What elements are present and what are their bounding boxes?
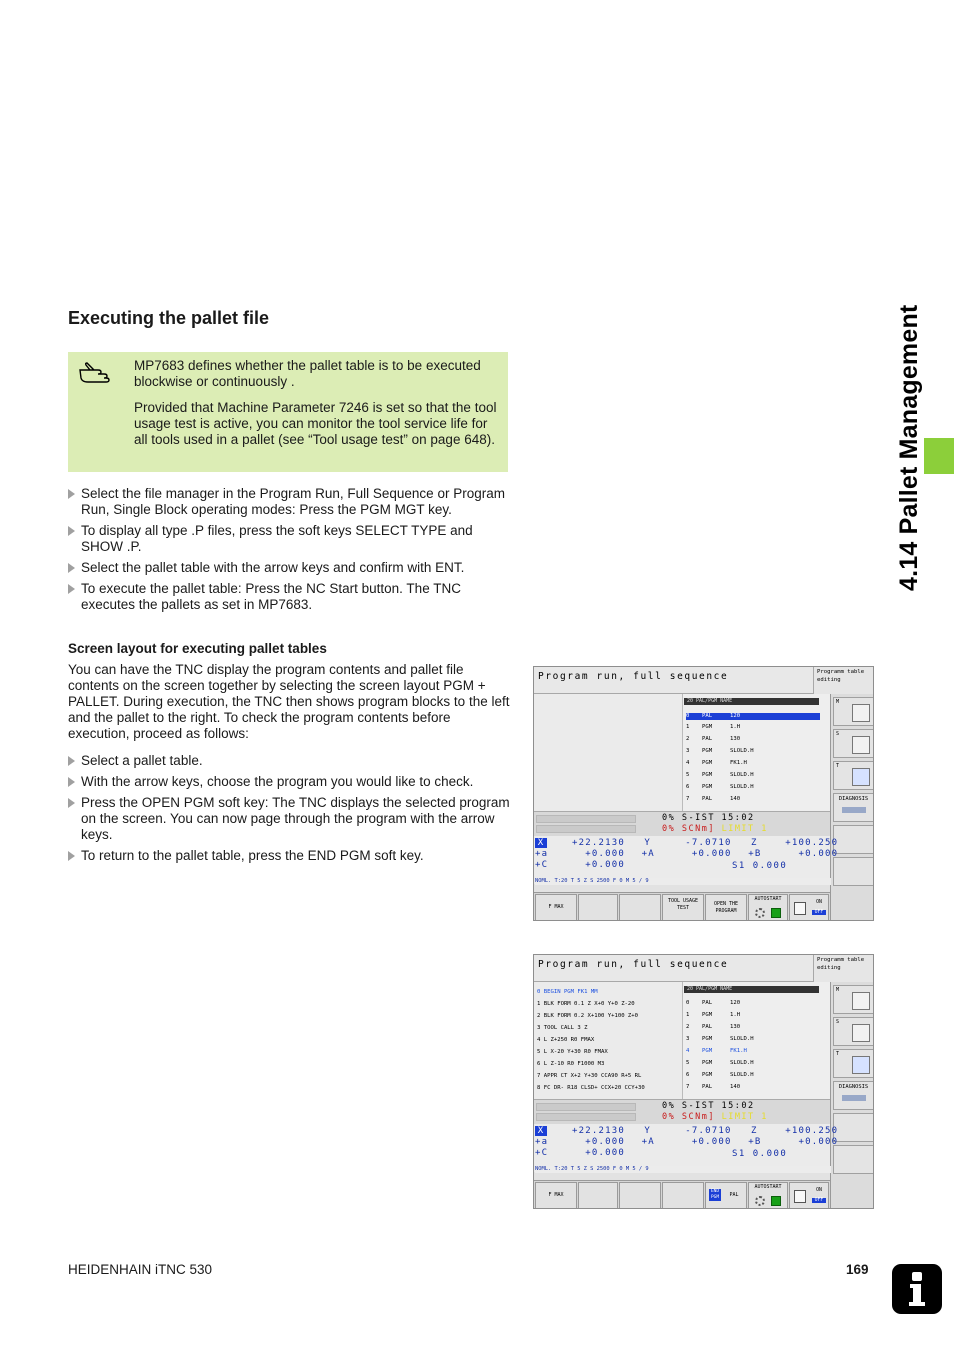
list-item: Select the file manager in the Program Run, Full Sequence or Program Run, Single Block operating modes: Press the PGM MGT key. (68, 486, 510, 518)
softkey-empty[interactable] (578, 894, 618, 921)
table-row[interactable]: 6 PGM SLOLD.H (686, 1072, 754, 1078)
horizontal-softkeys (534, 892, 830, 921)
softkey-t[interactable]: T (833, 1049, 874, 1078)
tool-icon (852, 1056, 870, 1074)
machine-icon (852, 992, 870, 1010)
bullet-arrow-icon (68, 489, 75, 499)
softkey-end-pgm[interactable]: END PGM PAL (705, 1182, 747, 1209)
position-row: +C +0.000 (535, 1148, 625, 1158)
tool-icon (852, 768, 870, 786)
list-item: To display all type .P files, press the soft keys SELECT TYPE and SHOW .P. (68, 523, 510, 555)
softkey-empty[interactable] (833, 857, 874, 886)
table-row[interactable]: 7 PAL 140 (686, 796, 741, 802)
gear-icon (755, 1196, 765, 1206)
gear-icon (755, 908, 765, 918)
table-row[interactable]: 1 PGM 1.H (686, 1012, 741, 1018)
start-icon (771, 1196, 781, 1206)
program-line[interactable]: 5 L X-20 Y+30 R0 FMAX (537, 1049, 608, 1055)
position-row: X +22.2130 Y -7.0710 Z +100.250 (535, 1126, 838, 1136)
status-area (534, 1099, 830, 1124)
screen-title: Program run, full sequence (534, 955, 813, 982)
softkey-m[interactable]: M (833, 985, 874, 1014)
program-line[interactable]: 4 L Z+250 R0 FMAX (537, 1037, 595, 1043)
spindle-readout: S1 0.000 (732, 861, 788, 871)
vertical-softkeys (830, 694, 874, 921)
softkey-tool-usage-test[interactable]: TOOL USAGE TEST (662, 894, 704, 921)
softkey-empty[interactable] (833, 1113, 874, 1142)
steps-list-2 (68, 753, 510, 869)
steps-list-1 (68, 486, 510, 618)
diagnosis-icon (842, 1095, 866, 1101)
softkey-toggle[interactable]: ON OFF (789, 1182, 829, 1209)
pallet-header: 20 PAL/PGM NAME (684, 698, 819, 705)
pointing-hand-icon (78, 362, 114, 386)
position-row: +a +0.000 +A +0.000 +B +0.000 (535, 1137, 839, 1147)
screen-title: Program run, full sequence (534, 667, 813, 694)
bullet-arrow-icon (68, 851, 75, 861)
softkey-fmax[interactable]: F MAX (535, 1182, 577, 1209)
softkey-empty[interactable] (833, 825, 874, 854)
horizontal-softkeys (534, 1180, 830, 1209)
table-row[interactable]: 7 PAL 140 (686, 1084, 741, 1090)
table-row[interactable]: 5 PGM SLOLD.H (686, 1060, 754, 1066)
program-line[interactable]: 2 BLK FORM 0.2 X+100 Y+100 Z+0 (537, 1013, 639, 1019)
softkey-autostart[interactable]: AUTOSTART (748, 894, 788, 921)
softkey-toggle[interactable]: ON OFF (789, 894, 829, 921)
vertical-softkeys (830, 982, 874, 1209)
table-row[interactable]: 2 PAL 130 (686, 736, 741, 742)
status-line-1: 0% S-IST 15:02 (662, 1101, 755, 1111)
table-row[interactable]: 3 PGM SLOLD.H (686, 1036, 754, 1042)
table-row[interactable]: 4 PGM FK1.H (686, 1048, 747, 1054)
feed-icon (794, 1190, 806, 1203)
status-bar (536, 825, 636, 833)
paragraph: You can have the TNC display the program contents and pallet file contents on the screen together by selecting the screen layout PGM + PALLET. During execution, the TNC then shows program blocks to the left and the pallet to the right. To check the program contents before execution, proceed as follows: (68, 662, 510, 741)
program-window (534, 982, 682, 1099)
chapter-title: 4.14 Pallet Management (895, 305, 923, 592)
pallet-header: 20 PAL/PGM NAME (684, 986, 819, 993)
softkey-t[interactable]: T (833, 761, 874, 790)
status-line-1: 0% S-IST 15:02 (662, 813, 755, 823)
footer-product: HEIDENHAIN iTNC 530 (68, 1262, 213, 1277)
position-row: +a +0.000 +A +0.000 +B +0.000 (535, 849, 839, 859)
pallet-table (682, 694, 830, 811)
start-icon (771, 908, 781, 918)
status-area (534, 811, 830, 836)
table-row[interactable]: 0 PAL 120 (686, 713, 820, 720)
bullet-arrow-icon (68, 798, 75, 808)
screen-mode: Programm table editing (813, 667, 874, 694)
feed-icon (794, 902, 806, 915)
info-line: NOML. T:20 T 5 Z S 2500 F 0 M 5 / 9 (535, 878, 831, 885)
bullet-arrow-icon (68, 584, 75, 594)
list-item: Press the OPEN PGM soft key: The TNC displays the selected program on the screen. You can now page through the program with the arrow keys. (68, 795, 510, 843)
program-line[interactable]: 7 APPR CT X+2 Y+30 CCA90 R+5 RL (537, 1073, 642, 1079)
pallet-table (682, 982, 830, 1099)
softkey-empty[interactable] (619, 1182, 661, 1209)
status-line-2: 0% SCNm] LIMIT 1 (662, 1112, 768, 1122)
note-text-1: MP7683 defines whether the pallet table is to be executed blockwise or continuously . (134, 358, 481, 389)
softkey-empty[interactable] (619, 894, 661, 921)
status-line-2: 0% SCNm] LIMIT 1 (662, 824, 768, 834)
bullet-arrow-icon (68, 777, 75, 787)
softkey-fmax[interactable]: F MAX (535, 894, 577, 921)
table-row[interactable]: 6 PGM SLOLD.H (686, 784, 754, 790)
subheading: Screen layout for executing pallet tables (68, 641, 327, 656)
softkey-empty[interactable] (833, 1145, 874, 1174)
table-row[interactable]: 5 PGM SLOLD.H (686, 772, 754, 778)
tnc-screen-pallet (533, 666, 874, 921)
bullet-arrow-icon (68, 526, 75, 536)
bullet-arrow-icon (68, 756, 75, 766)
program-window (534, 694, 682, 811)
table-row[interactable]: 4 PGM FK1.H (686, 760, 747, 766)
position-display (534, 1124, 839, 1172)
end-pgm-icon: END PGM (709, 1189, 721, 1201)
list-item: To execute the pallet table: Press the NC Start button. The TNC executes the pallets as set in MP7683. (68, 581, 510, 613)
tnc-screen-program (533, 954, 874, 1209)
softkey-m[interactable]: M (833, 697, 874, 726)
softkey-diagnosis[interactable]: DIAGNOSIS (833, 793, 874, 822)
diagnosis-icon (842, 807, 866, 813)
list-item: Select a pallet table. (68, 753, 510, 769)
position-display (534, 836, 839, 884)
list-item: To return to the pallet table, press the END PGM soft key. (68, 848, 510, 864)
table-row[interactable]: 1 PGM 1.H (686, 724, 741, 730)
list-item: Select the pallet table with the arrow keys and confirm with ENT. (68, 560, 510, 576)
status-bar (536, 1103, 636, 1111)
spindle-readout: S1 0.000 (732, 1149, 788, 1159)
program-line[interactable]: 8 FC DR- R18 CLSD+ CCX+20 CCY+30 (537, 1085, 645, 1091)
section-title: Executing the pallet file (68, 308, 270, 328)
spindle-icon (852, 1024, 870, 1042)
machine-icon (852, 704, 870, 722)
program-line[interactable]: 3 TOOL CALL 3 Z (537, 1025, 588, 1031)
softkey-diagnosis[interactable]: DIAGNOSIS (833, 1081, 874, 1110)
note-box (68, 352, 508, 472)
softkey-empty[interactable] (578, 1182, 618, 1209)
status-bar (536, 1113, 636, 1121)
bullet-arrow-icon (68, 563, 75, 573)
list-item: With the arrow keys, choose the program you would like to check. (68, 774, 510, 790)
softkey-s[interactable]: S (833, 729, 874, 758)
page-number: 169 (846, 1262, 869, 1277)
table-row[interactable]: 0 PAL 120 (686, 1000, 741, 1006)
spindle-icon (852, 736, 870, 754)
softkey-autostart[interactable]: AUTOSTART (748, 1182, 788, 1209)
table-row[interactable]: 2 PAL 130 (686, 1024, 741, 1030)
position-row: X +22.2130 Y -7.0710 Z +100.250 (535, 838, 838, 848)
position-row: +C +0.000 (535, 860, 625, 870)
info-icon (892, 1264, 942, 1314)
program-line[interactable]: 6 L Z-10 R0 F1000 M3 (537, 1061, 605, 1067)
softkey-open-program[interactable]: OPEN THE PROGRAM (705, 894, 747, 921)
note-text-2: Provided that Machine Parameter 7246 is set so that the tool usage test is active, you can monitor the tool service life for all tools used in a pallet (see “Tool usage test” on page 648). (134, 400, 497, 447)
table-row[interactable]: 3 PGM SLOLD.H (686, 748, 754, 754)
softkey-empty[interactable] (662, 1182, 704, 1209)
status-bar (536, 815, 636, 823)
info-line: NOML. T:20 T 5 Z S 2500 F 0 M 5 / 9 (535, 1166, 831, 1173)
program-line[interactable]: 1 BLK FORM 0.1 Z X+0 Y+0 Z-20 (537, 1001, 635, 1007)
screen-mode: Programm table editing (813, 955, 874, 982)
program-line[interactable]: 0 BEGIN PGM FK1 MM (537, 989, 598, 995)
softkey-s[interactable]: S (833, 1017, 874, 1046)
